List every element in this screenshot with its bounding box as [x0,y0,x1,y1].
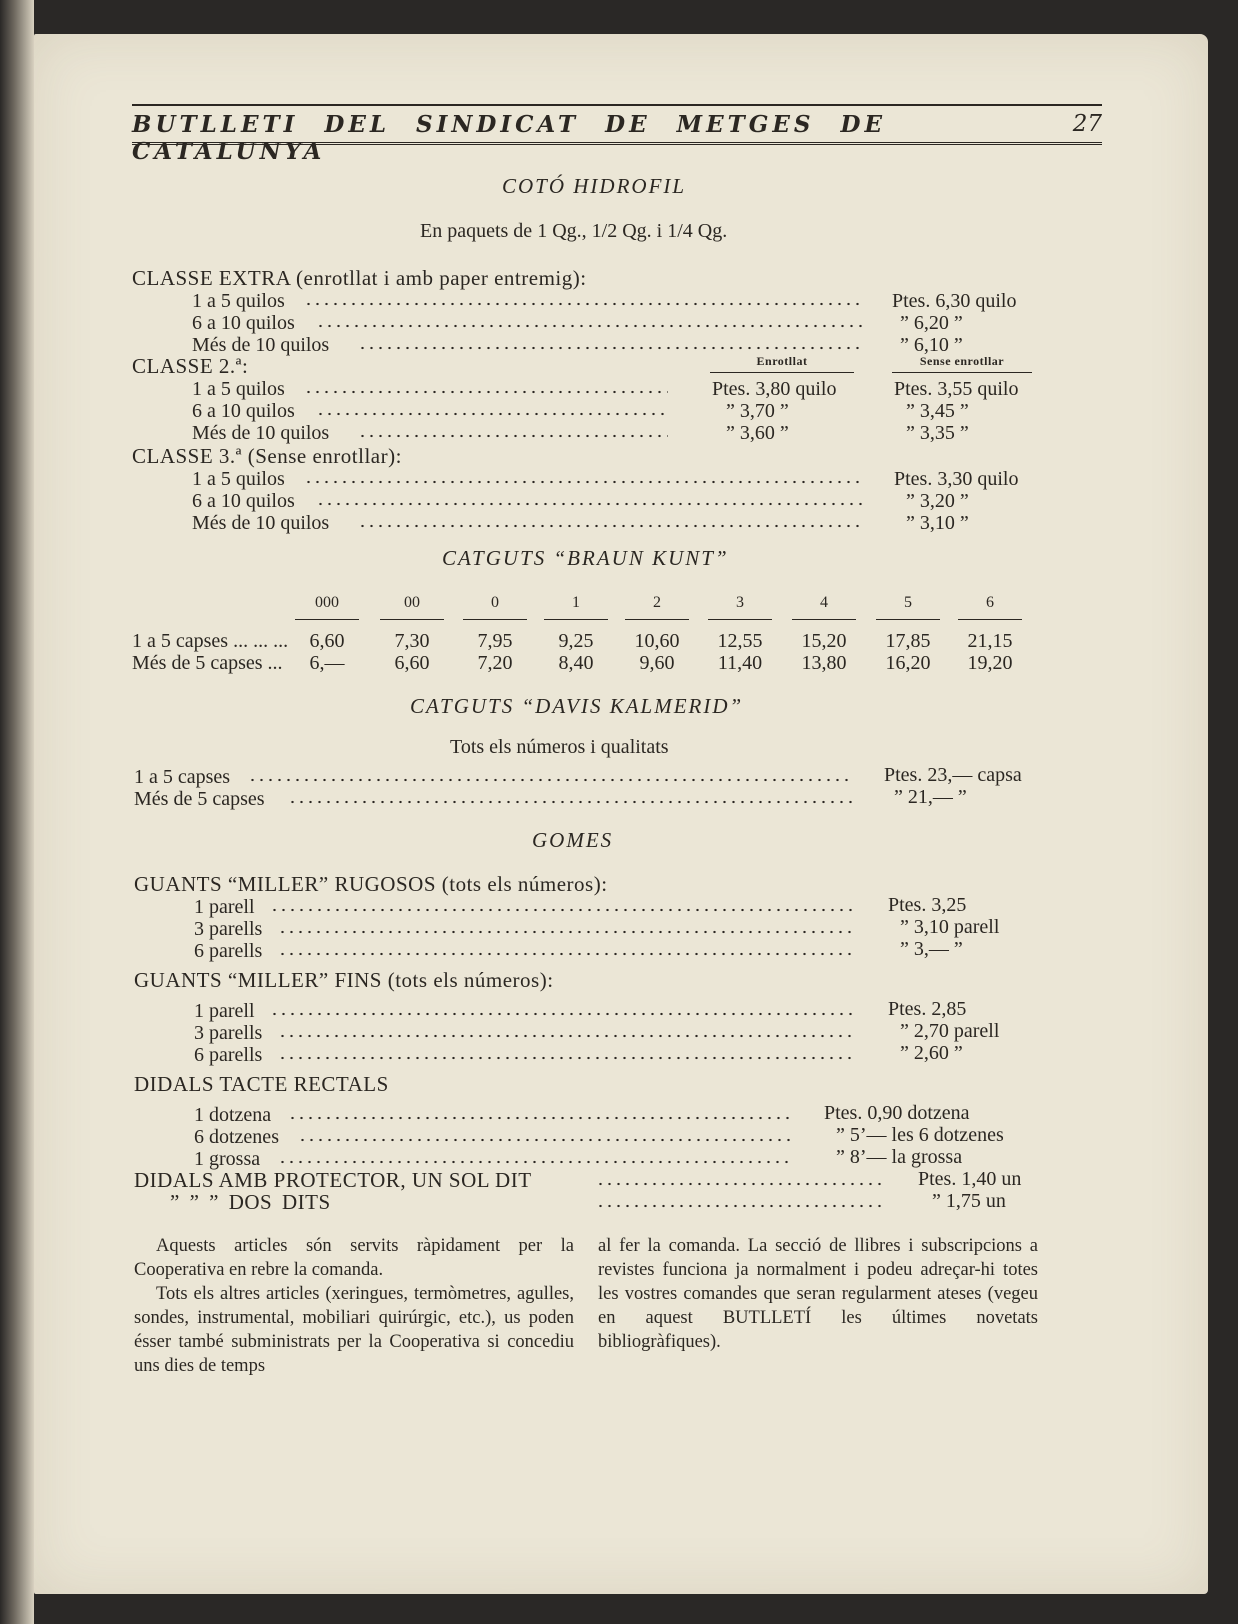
braun-size-rule [463,619,527,620]
classe2-enrotllat-price: ” 3,70 ” [726,400,789,422]
rugosos-row-price: ” 3,— ” [900,938,963,960]
braun-size-rule [295,619,359,620]
classe3-row-label: 6 a 10 quilos [192,490,295,512]
braun-size-header: 2 [653,594,661,611]
document-page [34,34,1208,1594]
classe2-row-label: 6 a 10 quilos [192,400,295,422]
leader-dots [358,431,668,441]
footer-left-column [134,1234,574,1378]
fins-row-label: 6 parells [194,1044,263,1066]
braun-price-cell: 10,60 [634,630,680,652]
extra-row-price: ” 6,20 ” [900,312,963,334]
leader-dots [278,1157,792,1167]
classe3-row-label: 1 a 5 quilos [192,468,285,490]
footer-right-paragraph: al fer la comanda. La secció de llibres i subscripcions a revistes funciona ja normalment i podeu adreçar-hi totes les vostres comandes que seran regularment ateses (vegeu en aquest BUTLLETÍ les últimes novetats bibliogràfiques). [598,1236,1038,1352]
braun-size-rule [544,619,608,620]
journal-title: BUTLLETI DEL SINDICAT DE METGES DE CATALUNYA [132,111,886,165]
braun-size-rule [625,619,689,620]
leader-dots [358,521,864,531]
extra-row-label: Més de 10 quilos [192,334,330,356]
rugosos-row-price: ” 3,10 parell [900,916,1000,938]
braun-price-cell: 9,60 [639,652,675,674]
header-rule-bottom [132,142,1102,148]
leader-dots [248,775,852,785]
braun-size-header: 3 [736,594,744,611]
braun-price-cell: 6,60 [394,652,430,674]
braun-price-cell: 7,20 [477,652,513,674]
coto-subtitle: En paquets de 1 Qg., 1/2 Qg. i 1/4 Qg. [420,220,728,242]
classe-extra-heading: CLASSE EXTRA (enrotllat i amb paper entremig): [132,266,587,290]
leader-dots [278,1053,856,1063]
extra-row-price: Ptes. 6,30 quilo [892,290,1017,312]
braun-size-rule [380,619,444,620]
leader-dots [270,905,856,915]
page-number: 27 [1072,111,1102,137]
davis-row-price: ” 21,— ” [894,786,967,808]
braun-price-cell: 11,40 [717,652,763,674]
leader-dots [288,1113,792,1123]
braun-price-cell: 19,20 [967,652,1013,674]
didals-row-price: Ptes. 0,90 dotzena [824,1102,970,1124]
leader-dots [304,477,864,487]
braun-price-cell: 15,20 [801,630,847,652]
braun-size-header: 00 [404,594,420,611]
extra-row-label: 1 a 5 quilos [192,290,285,312]
leader-dots [304,387,668,397]
classe-3-heading: CLASSE 3.ª (Sense enrotllar): [132,444,402,468]
fins-row-price: Ptes. 2,85 [888,998,967,1020]
braun-size-rule [958,619,1022,620]
col-enrotllat-rule [710,372,854,373]
braun-row-label: Més de 5 capses ... [132,652,283,674]
didals-row-label: 1 dotzena [194,1104,272,1126]
leader-dots [316,499,864,509]
fins-heading: GUANTS “MILLER” FINS (tots els números): [134,968,554,992]
braun-size-header: 1 [572,594,580,611]
header-rule-top [132,104,1102,106]
didals-row-price: ” 8’— la grossa [836,1146,963,1168]
fins-row-price: ” 2,60 ” [900,1042,963,1064]
protector-row-label: DIDALS AMB PROTECTOR, UN SOL DIT [134,1168,532,1192]
classe2-row-label: 1 a 5 quilos [192,378,285,400]
gomes-title: GOMES [532,828,614,852]
braun-price-cell: 6,60 [309,630,345,652]
classe2-sense-price: ” 3,45 ” [906,400,969,422]
leader-dots [358,343,864,353]
footer-left-paragraph-1: Aquests articles són servits ràpidament per la Cooperativa en rebre la comanda. [134,1236,574,1280]
footer-left-paragraph-2: Tots els altres articles (xeringues, termòmetres, agulles, sondes, instrumental, mobiliari quirúrgic, etc.), us poden ésser també subministrats per la Cooperativa si concediu uns dies de temps [134,1284,574,1376]
leader-dots [316,321,864,331]
rugosos-row-price: Ptes. 3,25 [888,894,967,916]
braun-size-rule [708,619,772,620]
protector-row-label: ” ” ” DOS DITS [170,1190,331,1214]
running-head [132,111,1102,165]
extra-row-price: ” 6,10 ” [900,334,963,356]
leader-dots [278,1031,856,1041]
braun-price-cell: 21,15 [967,630,1013,652]
classe3-row-price: ” 3,10 ” [906,512,969,534]
braun-price-cell: 7,30 [394,630,430,652]
rugosos-row-label: 6 parells [194,940,263,962]
leader-dots [278,927,856,937]
braun-price-cell: 12,55 [717,630,763,652]
book-spine-edge [0,0,34,1624]
braun-size-header: 000 [315,594,339,611]
braun-size-header: 0 [491,594,499,611]
braun-size-rule [792,619,856,620]
classe-2-heading: CLASSE 2.ª: [132,354,249,378]
braun-price-cell: 7,95 [477,630,513,652]
davis-row-price: Ptes. 23,— capsa [884,764,1022,786]
braun-price-cell: 13,80 [801,652,847,674]
leader-dots [288,797,852,807]
davis-title: CATGUTS “DAVIS KALMERID” [410,694,744,718]
braun-size-rule [876,619,940,620]
coto-title: COTÓ HIDROFIL [502,174,687,198]
leader-dots [596,1179,886,1189]
col-sense-rule [892,372,1032,373]
leader-dots [304,299,864,309]
didals-row-label: 1 grossa [194,1148,261,1170]
fins-row-label: 3 parells [194,1022,263,1044]
protector-row-price: Ptes. 1,40 un [918,1168,1022,1190]
classe2-enrotllat-price: Ptes. 3,80 quilo [712,378,837,400]
leader-dots [278,949,856,959]
braun-size-header: 6 [986,594,994,611]
leader-dots [298,1135,792,1145]
davis-subtitle: Tots els números i qualitats [450,736,669,758]
braun-price-cell: 8,40 [558,652,594,674]
classe3-row-label: Més de 10 quilos [192,512,330,534]
rugosos-row-label: 1 parell [194,896,255,918]
leader-dots [596,1201,886,1211]
col-sense-enrotllar: Sense enrotllar [919,354,1005,368]
fins-row-price: ” 2,70 parell [900,1020,1000,1042]
didals-row-label: 6 dotzenes [194,1126,279,1148]
braun-price-cell: 16,20 [885,652,931,674]
footer-right-column [598,1234,1038,1354]
braun-row-label: 1 a 5 capses ... ... ... [132,630,289,652]
col-enrotllat: Enrotllat [756,354,808,368]
protector-row-price: ” 1,75 un [932,1190,1006,1212]
extra-row-label: 6 a 10 quilos [192,312,295,334]
braun-title: CATGUTS “BRAUN KUNT” [442,546,729,570]
leader-dots [270,1009,856,1019]
rugosos-row-label: 3 parells [194,918,263,940]
classe2-sense-price: ” 3,35 ” [906,422,969,444]
classe2-sense-price: Ptes. 3,55 quilo [894,378,1019,400]
fins-row-label: 1 parell [194,1000,255,1022]
braun-price-cell: 9,25 [558,630,594,652]
braun-size-header: 4 [820,594,828,611]
classe2-enrotllat-price: ” 3,60 ” [726,422,789,444]
davis-row-label: 1 a 5 capses [134,766,231,788]
braun-size-header: 5 [904,594,912,611]
leader-dots [316,409,668,419]
braun-price-cell: 6,— [309,652,345,674]
classe2-row-label: Més de 10 quilos [192,422,330,444]
davis-row-label: Més de 5 capses [134,788,265,810]
classe3-row-price: ” 3,20 ” [906,490,969,512]
rugosos-heading: GUANTS “MILLER” RUGOSOS (tots els números): [134,872,608,896]
braun-price-cell: 17,85 [885,630,931,652]
classe3-row-price: Ptes. 3,30 quilo [894,468,1019,490]
didals-heading: DIDALS TACTE RECTALS [134,1072,389,1096]
didals-row-price: ” 5’— les 6 dotzenes [836,1124,1004,1146]
